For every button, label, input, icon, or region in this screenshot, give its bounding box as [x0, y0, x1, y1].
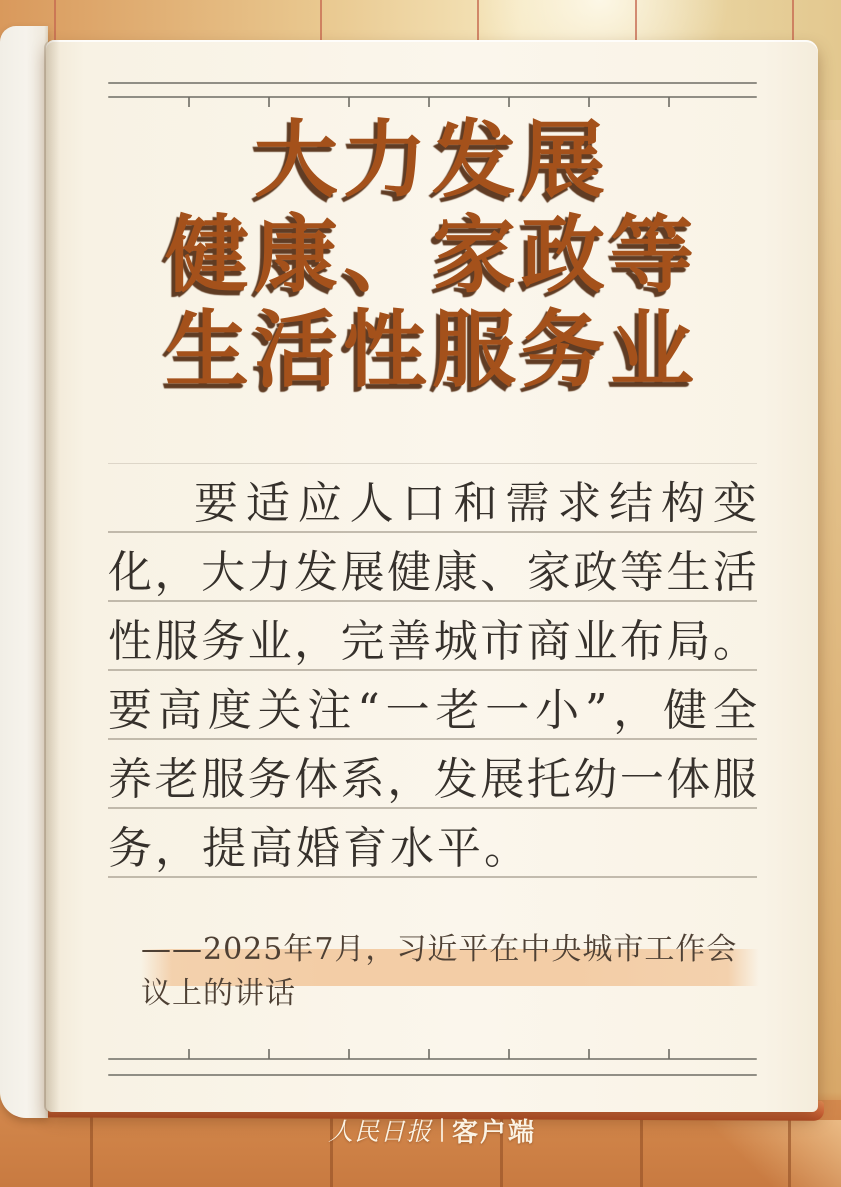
quote-line: 化 ， 大 力 发 展 健 康 、 家 政 等 生 活: [108, 533, 757, 602]
quote-line: 养 老 服 务 体 系 ， 发 展 托 幼 一 体 服: [108, 740, 757, 809]
title-line-2: 健康、家政等: [164, 205, 699, 304]
logo-app-text: 客户端: [452, 1117, 537, 1148]
rule-line: [108, 1074, 757, 1076]
logo-brand-text: 人民日报: [327, 1117, 432, 1146]
peoples-daily-client-logo: [46, 1112, 818, 1148]
quote-line: 性 服 务 业 ， 完 善 城 市 商 业 布 局 。: [108, 602, 757, 671]
book-left-page-edge: [0, 26, 48, 1118]
title-line-3: 生活性服务业: [164, 300, 699, 399]
title-line-1: 大力发展: [253, 110, 610, 209]
logo-divider: [441, 1118, 443, 1142]
quote-body: [108, 463, 757, 878]
rule-gap: [108, 1060, 757, 1074]
quote-line: 务，提高婚育水平。: [108, 809, 757, 878]
top-decorative-rule: [108, 82, 757, 107]
quote-line: 要 高 度 关 注 “ 一 老 一 小 ” ， 健 全: [108, 671, 757, 740]
rule-tick-marks: [110, 97, 710, 107]
quote-line: 要 适 应 人 口 和 需 求 结 构 变: [108, 464, 757, 533]
attribution-text: ——2025年7月，习近平在中央城市工作会议上的讲话: [141, 931, 738, 1011]
attribution-highlight: [141, 931, 759, 1011]
bottom-decorative-rule: [108, 1049, 757, 1076]
rule-gap: [108, 84, 757, 96]
poster-title: [46, 112, 818, 397]
